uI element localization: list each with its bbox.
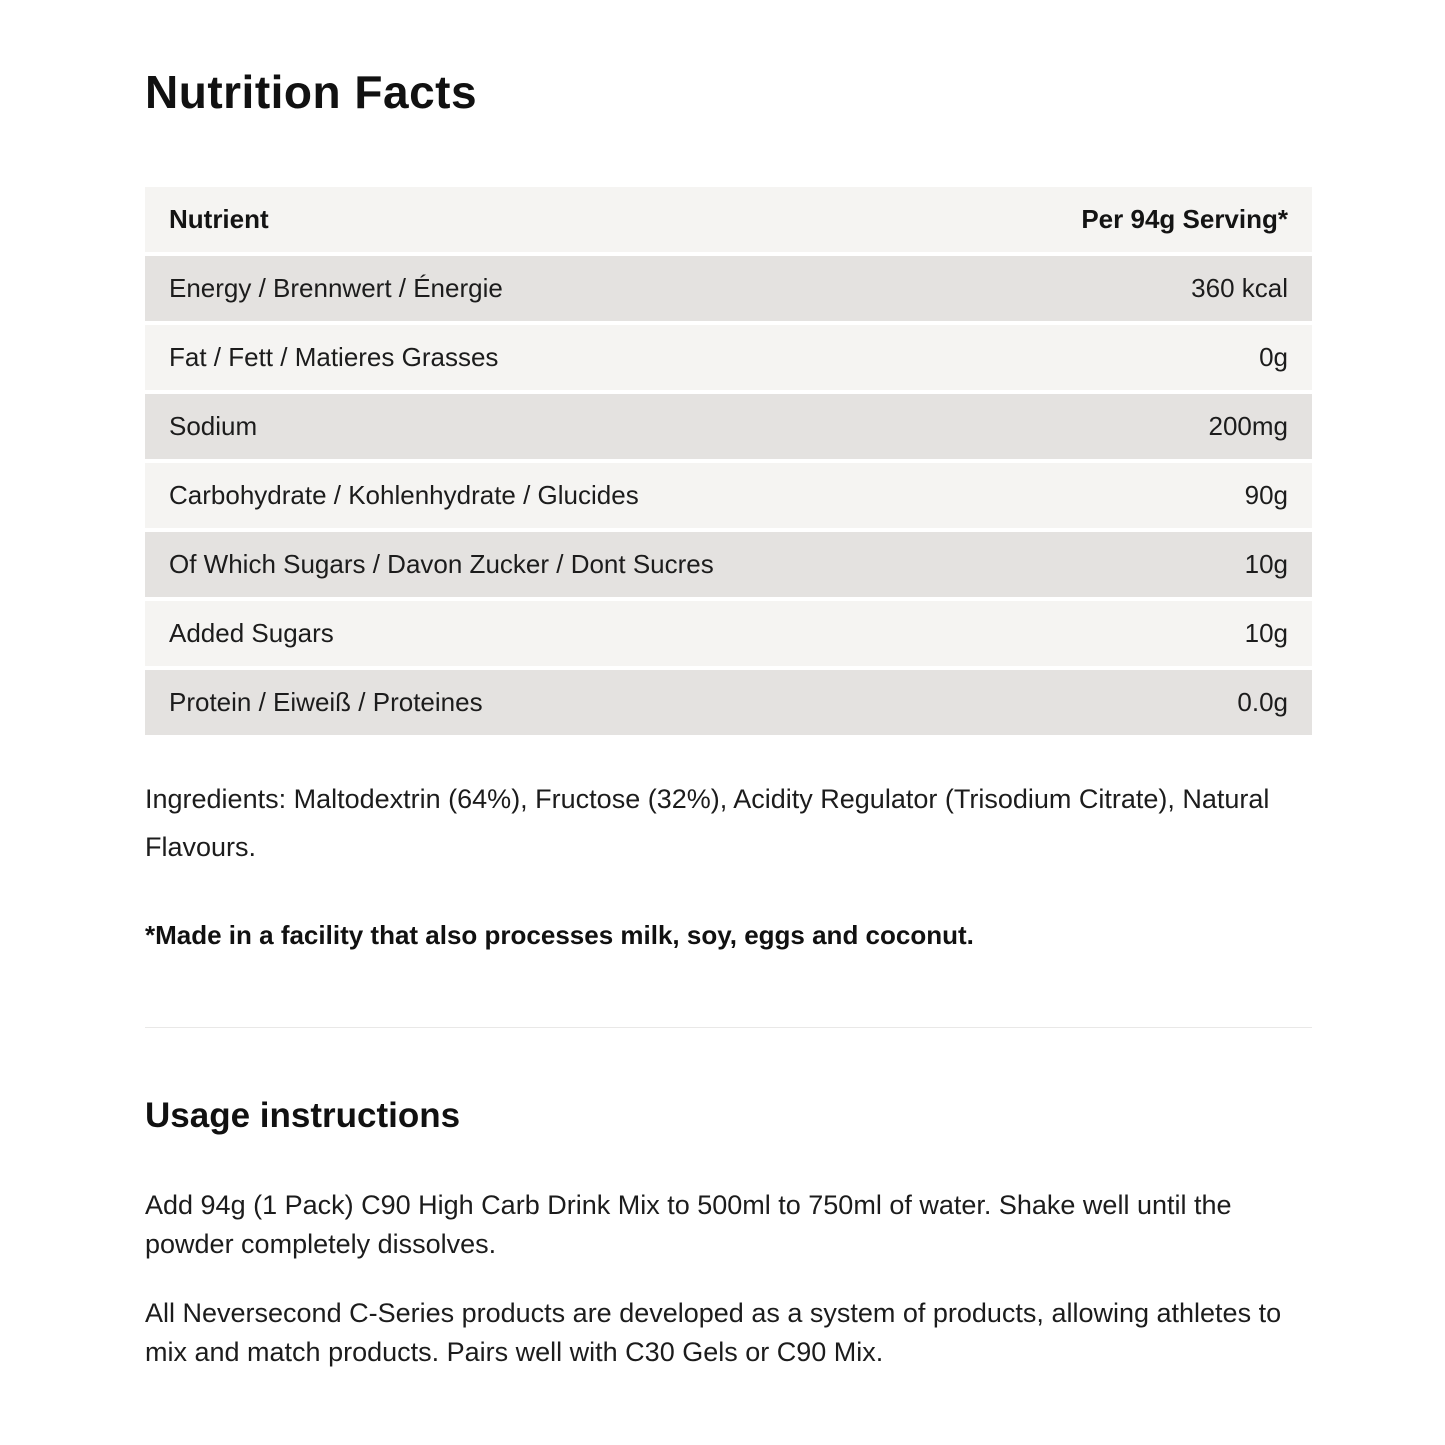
nutrient-name: Protein / Eiweiß / Proteines	[169, 687, 483, 717]
nutrient-name: Of Which Sugars / Davon Zucker / Dont Sucres	[169, 549, 714, 579]
content-column	[145, 0, 1312, 1372]
nutrient-value: 200mg	[1208, 411, 1288, 441]
table-row	[145, 670, 1312, 735]
nutrient-value: 10g	[1244, 549, 1288, 579]
table-row	[145, 601, 1312, 666]
table-row	[145, 394, 1312, 459]
header-nutrient-label: Nutrient	[169, 204, 269, 234]
table-row	[145, 463, 1312, 528]
nutrient-name: Fat / Fett / Matieres Grasses	[169, 342, 499, 372]
ingredients-text: Ingredients: Maltodextrin (64%), Fructose (32%), Acidity Regulator (Trisodium Citrate), Natural Flavours.	[145, 784, 1270, 862]
nutrient-value: 360 kcal	[1191, 273, 1288, 303]
section-divider	[145, 1027, 1312, 1028]
nutrient-value: 90g	[1244, 480, 1288, 510]
nutrient-name: Carbohydrate / Kohlenhydrate / Glucides	[169, 480, 639, 510]
nutrient-value: 0.0g	[1237, 687, 1288, 717]
nutrient-name: Added Sugars	[169, 618, 334, 648]
table-row	[145, 532, 1312, 597]
table-row	[145, 325, 1312, 390]
allergen-note: *Made in a facility that also processes milk, soy, eggs and coconut.	[145, 920, 974, 950]
usage-paragraph-system: All Neversecond C-Series products are developed as a system of products, allowing athletes to mix and match products. Pairs well with C30 Gels or C90 Mix.	[145, 1298, 1282, 1367]
nutrition-table	[145, 187, 1312, 735]
nutrient-name: Sodium	[169, 411, 258, 441]
usage-instructions-title: Usage instructions	[145, 1096, 461, 1135]
nutrient-value: 10g	[1244, 618, 1288, 648]
nutrient-value: 0g	[1259, 342, 1288, 372]
nutrient-name: Energy / Brennwert / Énergie	[169, 273, 503, 303]
page-title: Nutrition Facts	[145, 66, 478, 118]
table-row	[145, 256, 1312, 321]
table-header-row	[145, 187, 1312, 252]
usage-paragraph-mixing: Add 94g (1 Pack) C90 High Carb Drink Mix to 500ml to 750ml of water. Shake well until the powder completely dissolves.	[145, 1190, 1232, 1259]
header-serving-label: Per 94g Serving*	[1081, 204, 1288, 234]
